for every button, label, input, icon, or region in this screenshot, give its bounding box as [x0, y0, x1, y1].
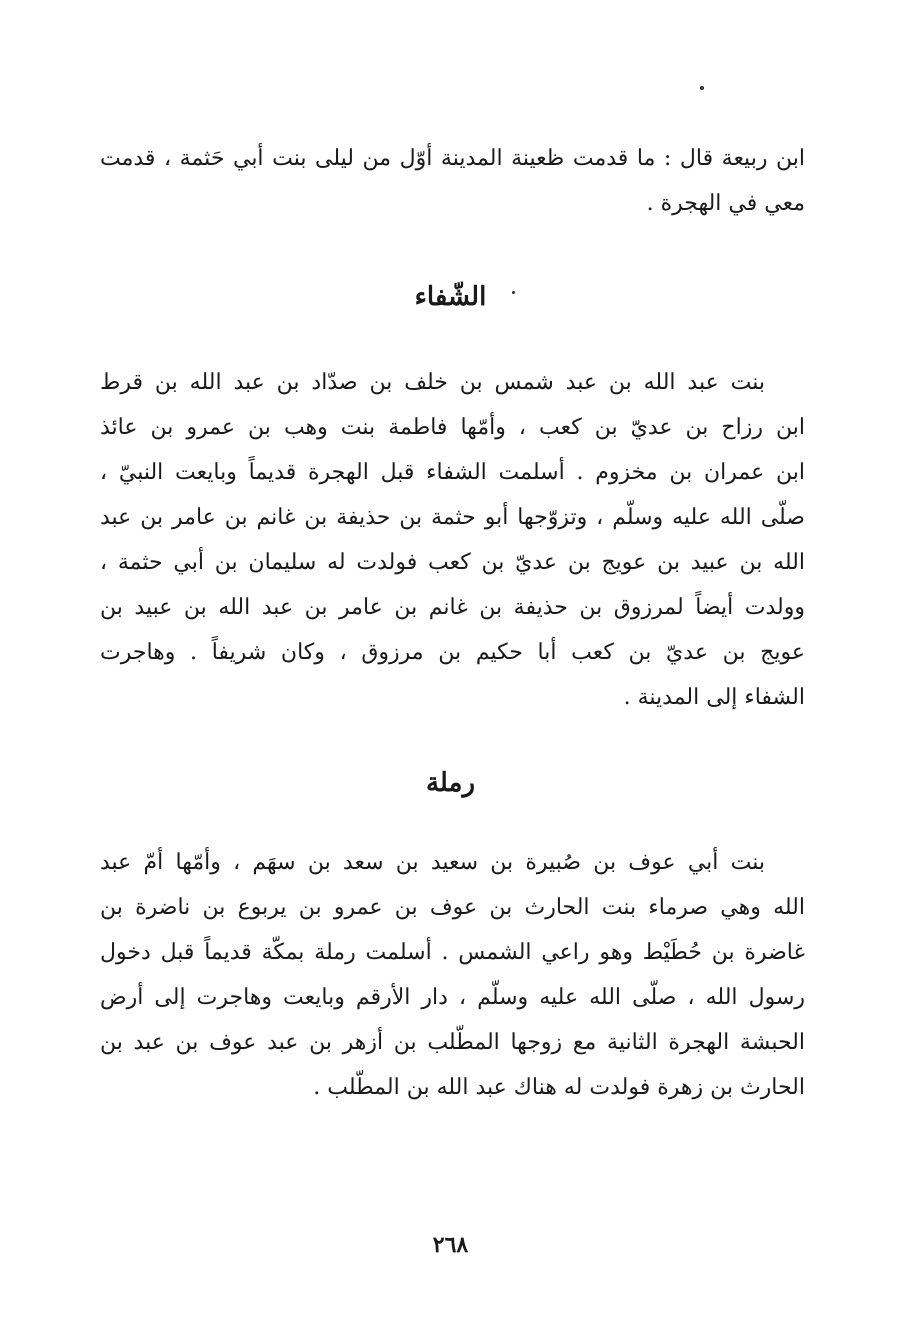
text-line: ابن رزاح بن عديّ بن كعب ، وأمّها فاطمة بنت وهب بن عمرو بن عائذ: [100, 415, 805, 440]
text-line: رسول الله ، صلّى الله عليه وسلّم ، دار الأرقم وبايعت وهاجرت إلى أرض: [100, 985, 805, 1010]
text-line: معي في الهجرة .: [646, 191, 805, 216]
shifa-paragraph: [100, 360, 805, 720]
text-line: الحبشة الهجرة الثانية مع زوجها المطّلب بن أزهر بن عبد عوف بن عبد بن: [100, 1030, 805, 1055]
scan-speck: [700, 86, 704, 90]
text-line: بنت أبي عوف بن صُبيرة بن سعيد بن سعد بن سهَم ، وأمّها أمّ عبد: [100, 850, 765, 875]
text-line: الشفاء إلى المدينة .: [623, 685, 805, 710]
text-line: ابن ربيعة قال : ما قدمت ظعينة المدينة أوّل من ليلى بنت أبي حَثمة ، قدمت: [100, 146, 805, 171]
ramla-paragraph: [100, 840, 805, 1110]
section-heading-ramla: رملة: [425, 768, 476, 798]
section-heading-shifa: الشّفاء: [414, 282, 487, 312]
text-line: وولدت أيضاً لمرزوق بن حذيفة بن غانم بن عامر بن عبد الله بن عبيد بن: [100, 595, 805, 620]
text-line: صلّى الله عليه وسلّم ، وتزوّجها أبو حثمة بن حذيفة بن غانم بن عامر بن عبد: [100, 505, 805, 530]
intro-paragraph: [100, 136, 805, 226]
text-line: ابن عمران بن مخزوم . أسلمت الشفاء قبل الهجرة قديماً وبايعت النبيّ ،: [100, 460, 805, 485]
text-line: بنت عبد الله بن عبد شمس بن خلف بن صدّاد بن عبد الله بن قرط: [100, 370, 765, 395]
text-line: الله وهي صرماء بنت الحارث بن عوف بن عمرو بن يربوع بن ناضرة بن: [100, 895, 805, 920]
text-line: غاضرة بن حُطَيْط وهو راعي الشمس . أسلمت رملة بمكّة قديماً قبل دخول: [100, 940, 805, 965]
text-line: الله بن عبيد بن عويج بن عديّ بن كعب فولدت له سليمان بن أبي حثمة ،: [100, 550, 805, 575]
text-line: الحارث بن زهرة فولدت له هناك عبد الله بن المطّلب .: [313, 1075, 805, 1100]
text-line: عويج بن عديّ بن كعب أبا حكيم بن مرزوق ، وكان شريفاً . وهاجرت: [100, 640, 805, 665]
page-number: ٢٦٨: [432, 1232, 469, 1258]
